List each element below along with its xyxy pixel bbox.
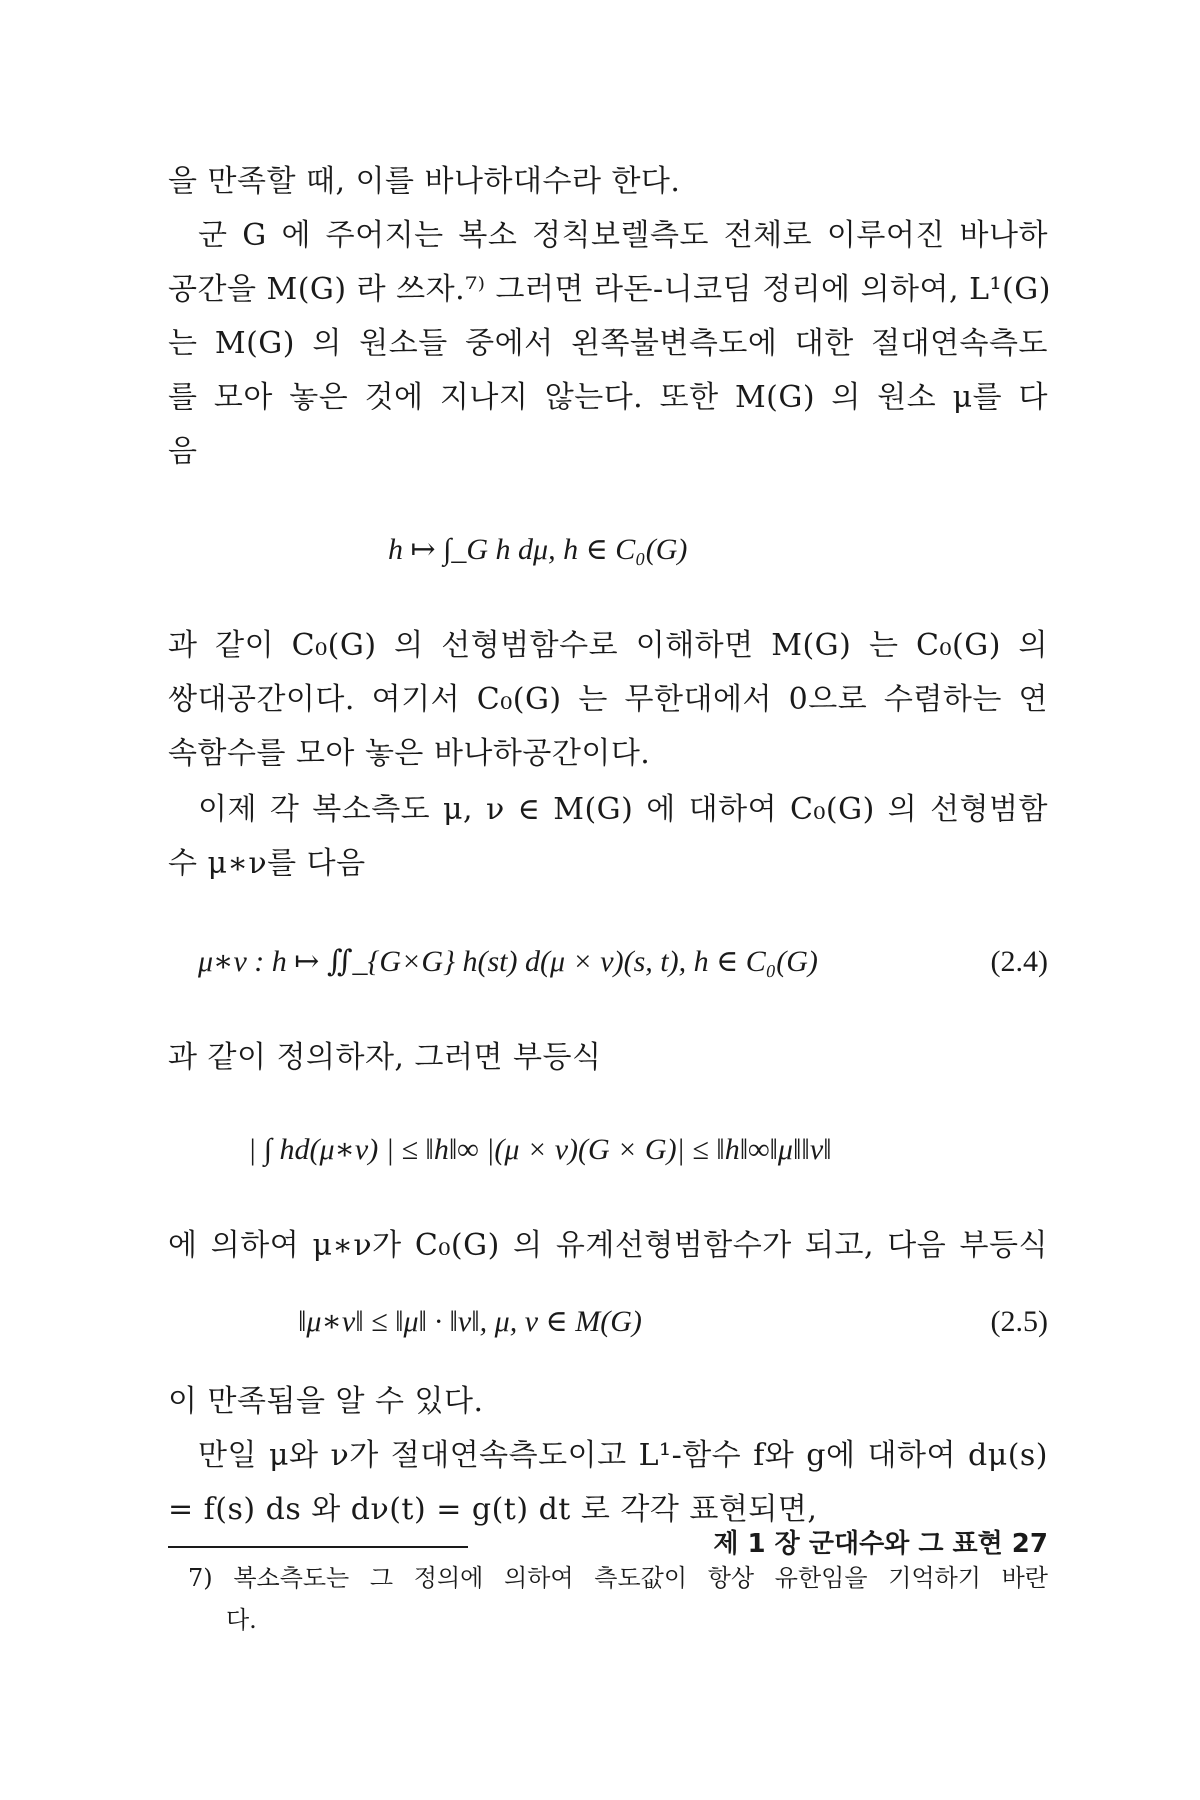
text-line: 과 같이 정의하자, 그러면 부등식: [168, 1040, 602, 1075]
equation-integral-functional: h ↦ ∫_G h dμ, h ∈ C₀(G): [388, 533, 688, 566]
equation-inequality: | ∫ hd(μ∗ν) | ≤ ‖h‖∞ |(μ × ν)(G × G)| ≤ ‖h‖∞‖μ‖‖ν‖: [248, 1133, 832, 1166]
footnote-line: 7) 복소측도는 그 정의에 의하여 측도값이 항상 유한임을 기억하기 바란: [188, 1564, 1048, 1592]
text-line: 이 만족됨을 알 수 있다.: [168, 1384, 484, 1419]
equation-norm-body: ‖μ∗ν‖ ≤ ‖μ‖ · ‖ν‖, μ, ν ∈ M(G): [298, 1305, 642, 1338]
text-line: = f(s) ds 와 dν(t) = g(t) dt 로 각각 표현되면,: [168, 1492, 818, 1527]
text-line: 과 같이 C₀(G) 의 선형범함수로 이해하면 M(G) 는 C₀(G) 의: [168, 628, 1048, 663]
text-line: 속함수를 모아 놓은 바나하공간이다.: [168, 736, 651, 771]
running-footer: 제 1 장 군대수와 그 표현 27: [713, 1529, 1048, 1559]
text-line: 에 의하여 μ∗ν가 C₀(G) 의 유계선형범함수가 되고, 다음 부등식: [168, 1228, 1048, 1263]
text-line: 군 G 에 주어지는 복소 정칙보렐측도 전체로 이루어진 바나하: [198, 218, 1048, 253]
text-line: 만일 μ와 ν가 절대연속측도이고 L¹-함수 f와 g에 대하여 dμ(s): [198, 1438, 1048, 1473]
text-line: 는 M(G) 의 원소들 중에서 왼쪽불변측도에 대한 절대연속측도: [168, 326, 1048, 361]
text-line: 공간을 M(G) 라 쓰자.⁷⁾ 그러면 라돈-니코딤 정리에 의하여, L¹(G): [168, 272, 1051, 307]
footnote-rule: [168, 1546, 468, 1548]
text-line: 수 μ∗ν를 다음: [168, 846, 366, 881]
equation-number: (2.4): [990, 945, 1048, 978]
equation-number: (2.5): [990, 1305, 1048, 1338]
footnote-line: 다.: [226, 1606, 257, 1634]
text-line: 이제 각 복소측도 μ, ν ∈ M(G) 에 대하여 C₀(G) 의 선형범함: [198, 792, 1048, 827]
text-line: 쌍대공간이다. 여기서 C₀(G) 는 무한대에서 0으로 수렴하는 연: [168, 682, 1048, 717]
equation-convolution-body: μ∗ν : h ↦ ∬_{G×G} h(st) d(μ × ν)(s, t), h ∈ C₀(G): [198, 945, 818, 978]
text-line: 을 만족할 때, 이를 바나하대수라 한다.: [168, 164, 681, 199]
text-line: 음: [168, 434, 198, 469]
text-line: 를 모아 놓은 것에 지나지 않는다. 또한 M(G) 의 원소 μ를 다: [168, 380, 1048, 415]
